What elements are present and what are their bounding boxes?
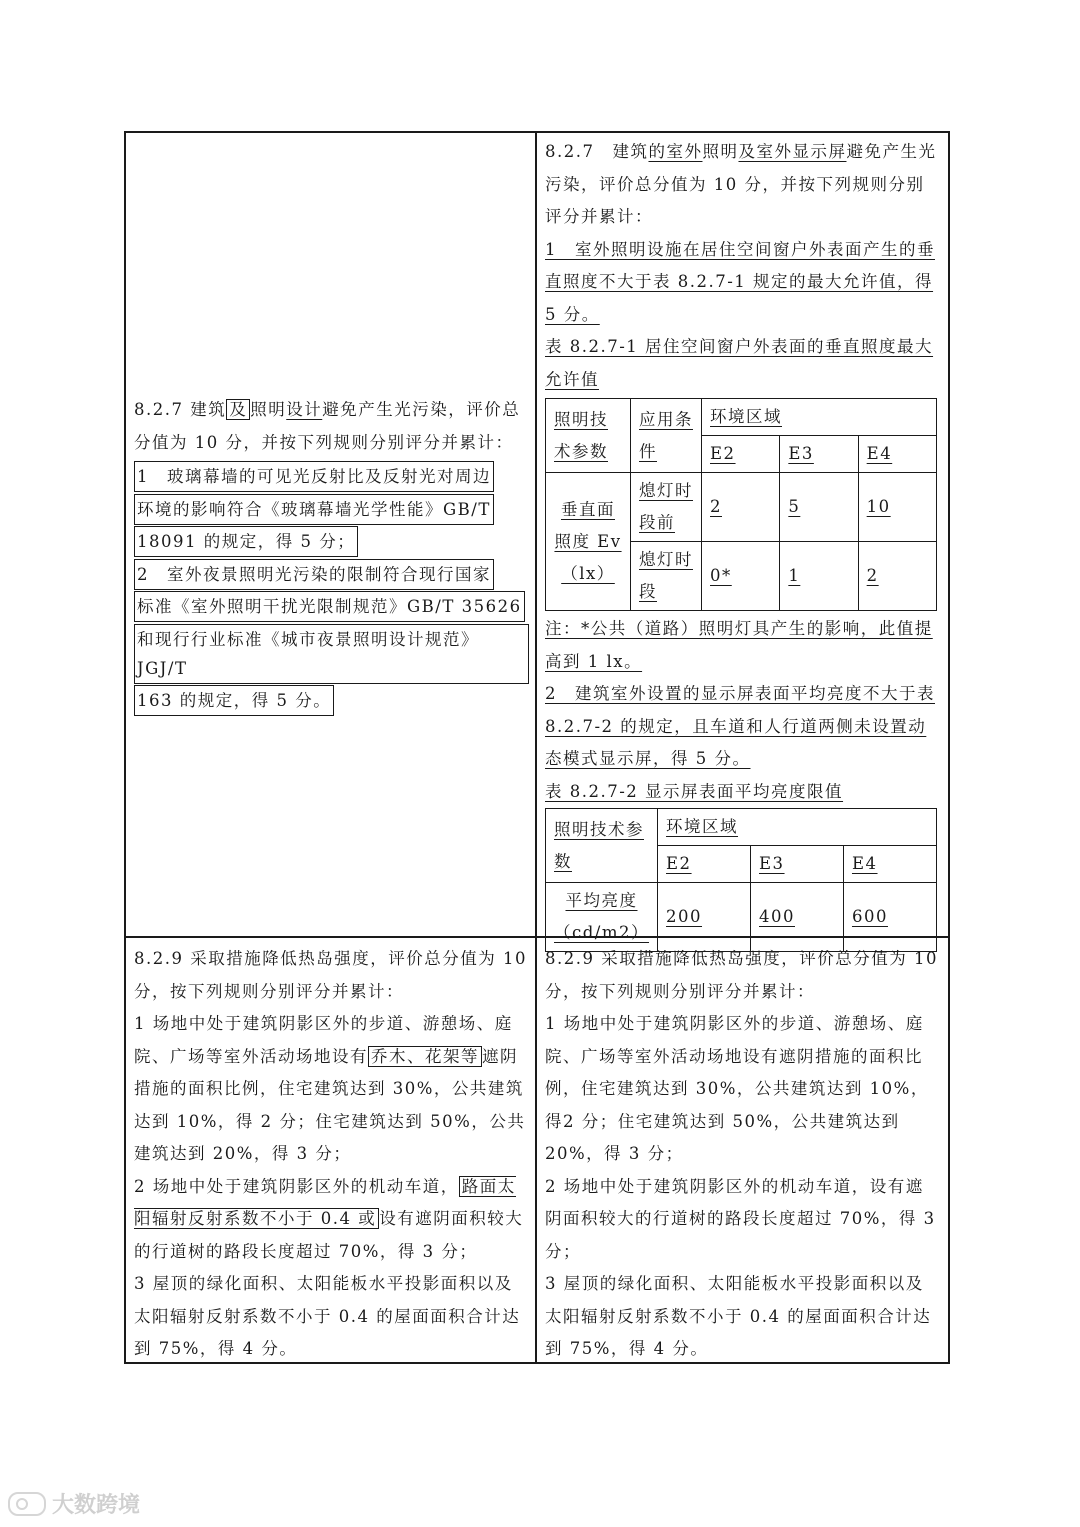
- table2-header-param: 照明技术参数: [546, 809, 658, 883]
- table-border-top: [124, 131, 950, 133]
- table2-header-zone: 环境区域: [658, 809, 937, 846]
- watermark-text: 大数跨境: [52, 1493, 141, 1518]
- table1-condition-cell: 熄灯时段前: [631, 473, 702, 542]
- heading-text-post: 避免产生光污染，评价总分值为 10 分，并按下列规则分别评分并累计：: [545, 142, 937, 226]
- heading-text: 8.2.7 建筑: [545, 142, 649, 161]
- table2-title: 表 8.2.7-2 显示屏表面平均亮度限值: [545, 781, 844, 801]
- table1-condition-cell: 熄灯时段: [631, 542, 702, 611]
- heading-boxed-text: 及: [226, 399, 250, 420]
- item1-text: 1 场地中处于建筑阴影区外的步道、游憩场、庭院、广场等室外活动场地设有: [134, 1014, 513, 1066]
- table1-header-condition: 应用条件: [631, 399, 702, 473]
- heading-underlined-text: 的室外: [648, 142, 703, 161]
- vertical-illuminance-table: [545, 398, 937, 611]
- heading-text-mid: 照明: [250, 400, 287, 419]
- item1-boxed-text: 乔木、花架等: [368, 1046, 482, 1067]
- watermark-logo-icon: [8, 1492, 46, 1516]
- table2-value-cell: 400: [751, 883, 844, 952]
- row2-right-intro: 8.2.9 采取措施降低热岛强度，评价总分值为 10 分，按下列规则分别评分并累计：: [545, 949, 938, 1001]
- row1-left-cell: [134, 394, 529, 718]
- table1-value-cell: 5: [780, 473, 858, 542]
- row1-right-item2: 2 建筑室外设置的显示屏表面平均亮度不大于表 8.2.7-2 的规定，且车道和人行道两侧未设置动态模式显示屏，得 5 分。: [545, 684, 935, 768]
- row2-left-intro: 8.2.9 采取措施降低热岛强度，评价总分值为 10 分，按下列规则分别评分并累计：: [134, 949, 527, 1001]
- item1-line: 环境的影响符合《玻璃幕墙光学性能》GB/T: [134, 494, 494, 525]
- heading-underlined-text: 及室外显示屏: [738, 142, 847, 161]
- heading-text: 8.2.7 建筑: [134, 400, 227, 419]
- table1-header-param: 照明技术参数: [546, 399, 631, 473]
- table1-value-cell: 10: [858, 473, 936, 542]
- table1-value-cell: 2: [858, 542, 936, 611]
- row2-left-item3: 3 屋顶的绿化面积、太阳能板水平投影面积以及太阳辐射反射系数不小于 0.4 的屋面面积合计达到 75%，得 4 分。: [134, 1274, 521, 1358]
- watermark: [8, 1488, 140, 1519]
- item1-line: 18091 的规定，得 5 分；: [134, 526, 358, 557]
- table2-value-cell: 600: [843, 883, 936, 952]
- table2-value-cell: 200: [658, 883, 751, 952]
- table2-zone-e3: E3: [751, 846, 844, 883]
- table1-title: 表 8.2.7-1 居住空间窗户外表面的垂直照度最大允许值: [545, 337, 934, 389]
- item2-text: 2 场地中处于建筑阴影区外的机动车道，: [134, 1176, 459, 1196]
- table1-value-cell: 1: [780, 542, 858, 611]
- item2-line: 163 的规定，得 5 分。: [134, 685, 334, 716]
- row1-right-cell: [545, 136, 940, 952]
- table2-zone-e2: E2: [658, 846, 751, 883]
- row2-left-item1: [134, 1008, 529, 1171]
- item2-text-post: 设有遮阴面积较大的行道树的路段长度超过 70%，得 3 分；: [134, 1209, 524, 1261]
- row2-right-cell: [545, 943, 940, 1366]
- table1-zone-e3: E3: [780, 436, 858, 473]
- table1-param-cell: 垂直面照度 Ev（lx）: [546, 473, 631, 611]
- table1-value-cell: 0*: [702, 542, 780, 611]
- table1-value-cell: 2: [702, 473, 780, 542]
- table2-zone-e4: E4: [843, 846, 936, 883]
- row1-right-heading: [545, 136, 940, 234]
- item2-boxed-text: 路面太阳辐射反射系数不小于 0.4 或: [134, 1176, 516, 1228]
- table-border-right: [948, 131, 950, 1364]
- item2-line: 和现行行业标准《城市夜景照明设计规范》JGJ/T: [134, 624, 529, 684]
- row2-left-cell: [134, 943, 529, 1366]
- table-column-divider: [535, 131, 537, 1364]
- table-border-left: [124, 131, 126, 1364]
- heading-underlined-text: 设计: [286, 400, 323, 419]
- row1-left-heading: [134, 394, 529, 459]
- item2-line: 标准《室外照明干扰光限制规范》GB/T 35626: [134, 591, 525, 622]
- table2-param-cell: 平均亮度（cd/m2）: [546, 883, 658, 952]
- row1-left-item2: [134, 559, 529, 718]
- row1-right-item1: 1 室外照明设施在居住空间窗户外表面产生的垂直照度不大于表 8.2.7-1 规定的最大允许值，得 5 分。: [545, 239, 935, 324]
- row2-right-item1: 1 场地中处于建筑阴影区外的步道、游憩场、庭院、广场等室外活动场地设有遮阴措施的面积比例，住宅建筑达到 30%，公共建筑达到 10%，得2 分；住宅建筑达到 50%，公共建筑达到 20%，得 3 分；: [545, 1014, 929, 1163]
- item1-line: 1 玻璃幕墙的可见光反射比及反射光对周边: [134, 461, 494, 492]
- heading-text-mid: 照明: [702, 142, 739, 161]
- row2-right-item2: 2 场地中处于建筑阴影区外的机动车道，设有遮阴面积较大的行道树的路段长度超过 70%，得 3 分；: [545, 1176, 936, 1261]
- item2-line: 2 室外夜景照明光污染的限制符合现行国家: [134, 559, 494, 590]
- table1-header-zone: 环境区域: [702, 399, 937, 436]
- table1-zone-e4: E4: [858, 436, 936, 473]
- item1-text-post: 遮阴措施的面积比例，住宅建筑达到 30%，公共建筑达到 10%，得 2 分；住宅建筑达到 50%，公共建筑达到 20%，得 3 分；: [134, 1046, 526, 1163]
- row1-left-item1: [134, 461, 529, 559]
- heading-text-post: 避免产生光污染，评价总分值为 10 分，并按下列规则分别评分并累计：: [134, 400, 521, 452]
- display-luminance-table: [545, 808, 937, 952]
- row2-right-item3: 3 屋顶的绿化面积、太阳能板水平投影面积以及太阳辐射反射系数不小于 0.4 的屋面面积合计达到 75%，得 4 分。: [545, 1274, 932, 1358]
- table1-note: 注：*公共（道路）照明灯具产生的影响，此值提高到 1 lx。: [545, 619, 933, 671]
- row2-left-item2: [134, 1171, 529, 1269]
- table1-zone-e2: E2: [702, 436, 780, 473]
